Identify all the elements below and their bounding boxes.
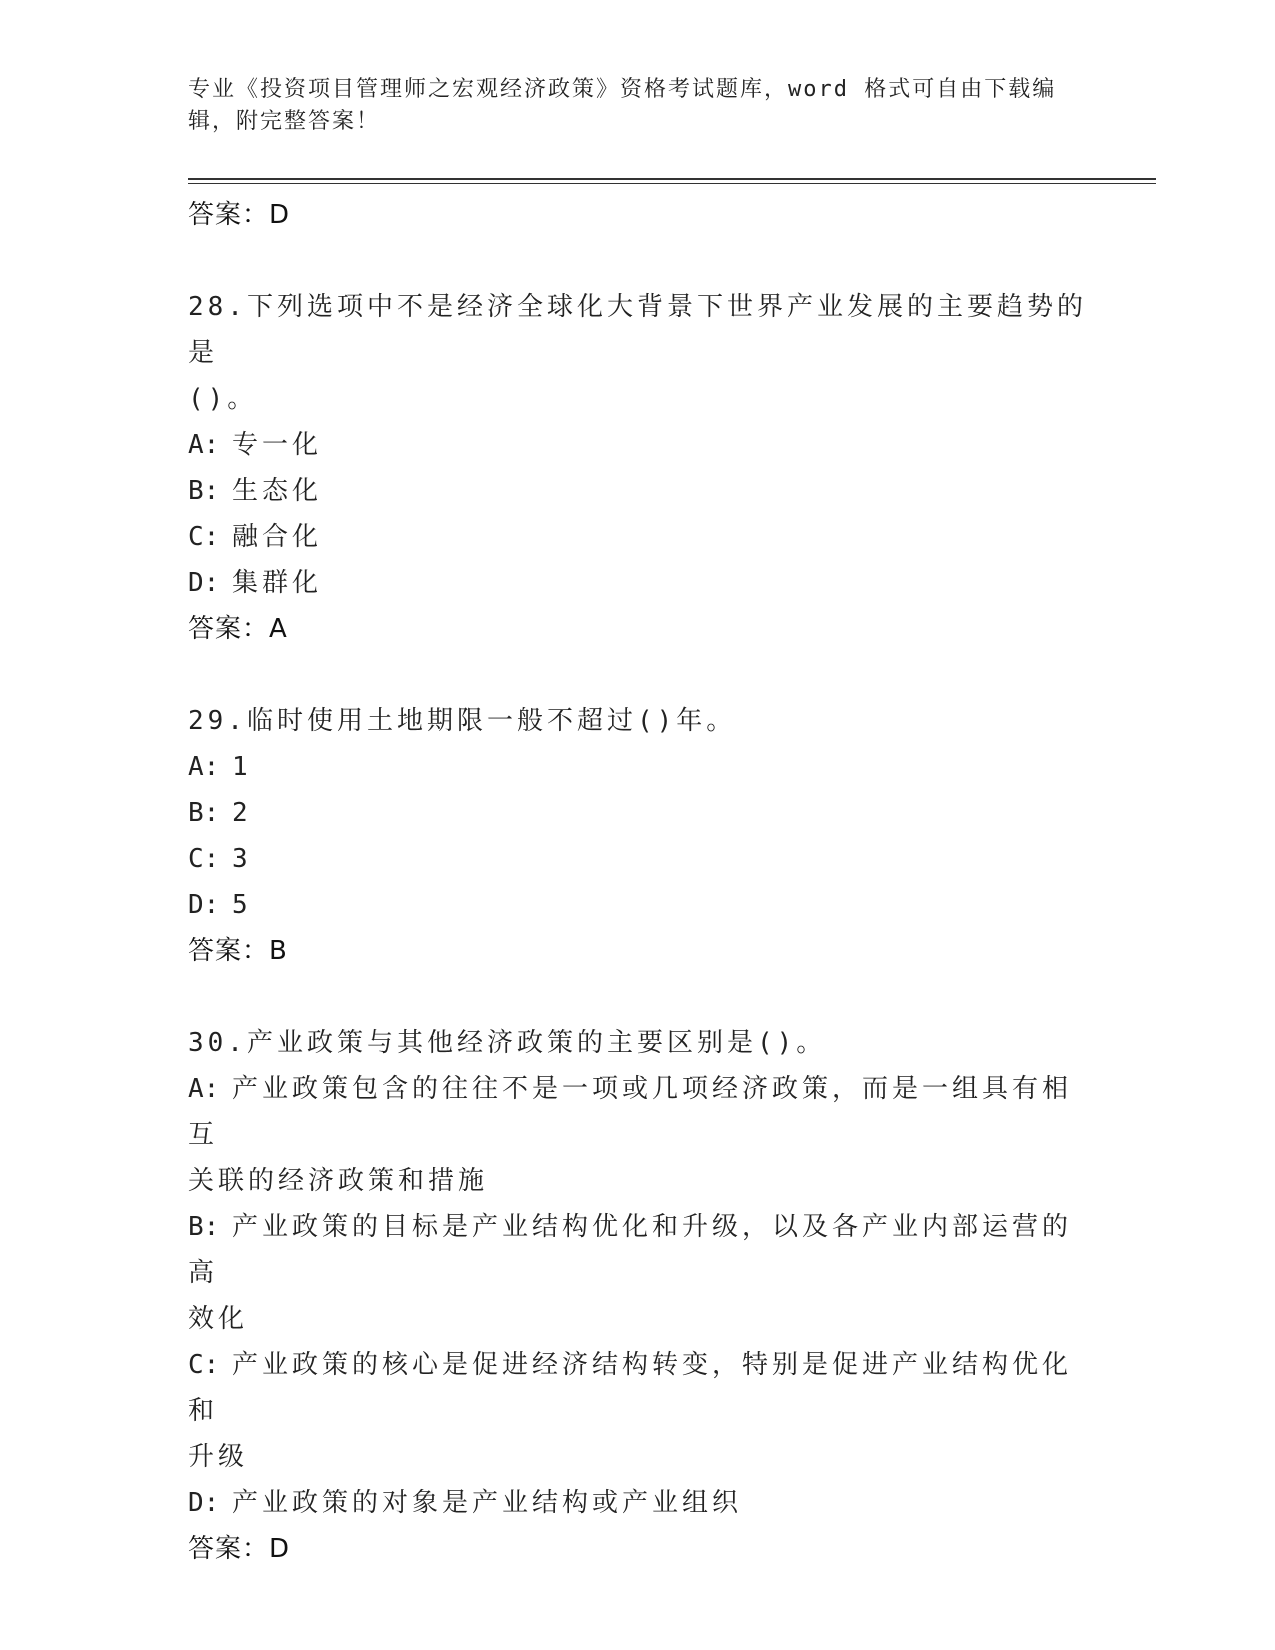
- option-a: [188, 744, 1088, 790]
- spacer: [188, 238, 1088, 284]
- option-text: 3: [232, 844, 252, 874]
- option-d: [188, 1480, 1088, 1526]
- option-letter: B:: [188, 1212, 220, 1242]
- option-d: [188, 560, 1088, 606]
- option-text: 产业政策的对象是产业结构或产业组织: [232, 1488, 743, 1518]
- question-stem: 29.临时使用土地期限一般不超过()年。: [188, 706, 737, 736]
- option-text: 产业政策包含的往往不是一项或几项经济政策，而是一组具有相互: [188, 1074, 1073, 1150]
- option-letter: C:: [188, 522, 220, 552]
- option-c: [188, 514, 1088, 560]
- question-list: [188, 192, 1088, 1572]
- option-letter: C:: [188, 844, 220, 874]
- option-letter: A:: [188, 752, 220, 782]
- spacer: [188, 652, 1088, 698]
- option-c: [188, 836, 1088, 882]
- option-text: 产业政策的目标是产业结构优化和升级，以及各产业内部运营的高: [188, 1212, 1073, 1288]
- option-text: 5: [232, 890, 252, 920]
- option-a: [188, 422, 1088, 468]
- spacer: [188, 974, 1088, 1020]
- question-29: [188, 698, 1088, 974]
- header-rule-thin: [188, 183, 1156, 184]
- question-stem: 28.下列选项中不是经济全球化大背景下世界产业发展的主要趋势的是: [188, 292, 1087, 368]
- option-a: [188, 1066, 1088, 1158]
- answer: 答案：D: [188, 1534, 291, 1564]
- option-letter: B:: [188, 798, 220, 828]
- option-letter: B:: [188, 476, 220, 506]
- option-letter: D:: [188, 1488, 220, 1518]
- option-b: [188, 468, 1088, 514]
- option-text: 2: [232, 798, 252, 828]
- header-rule-thick: [188, 178, 1156, 180]
- option-text: 专一化: [232, 430, 323, 460]
- option-text: 集群化: [232, 568, 323, 598]
- option-letter: A:: [188, 430, 220, 460]
- option-letter: C:: [188, 1350, 220, 1380]
- option-b-continued: 效化: [188, 1304, 249, 1334]
- question-stem-continued: ()。: [188, 384, 258, 414]
- option-text: 融合化: [232, 522, 323, 552]
- option-text: 1: [232, 752, 252, 782]
- option-d: [188, 882, 1088, 928]
- answer: 答案：B: [188, 936, 288, 966]
- option-text: 生态化: [232, 476, 323, 506]
- option-letter: D:: [188, 568, 220, 598]
- option-a-continued: 关联的经济政策和措施: [188, 1166, 489, 1196]
- option-c-continued: 升级: [188, 1442, 249, 1472]
- question-stem: 30.产业政策与其他经济政策的主要区别是()。: [188, 1028, 827, 1058]
- previous-answer: 答案：D: [188, 200, 291, 230]
- option-letter: D:: [188, 890, 220, 920]
- document-header: 专业《投资项目管理师之宏观经济政策》资格考试题库，word 格式可自由下载编辑，附完整答案！: [188, 77, 1057, 134]
- option-letter: A:: [188, 1074, 220, 1104]
- question-28: [188, 284, 1088, 652]
- question-30: [188, 1020, 1088, 1572]
- option-text: 产业政策的核心是促进经济结构转变，特别是促进产业结构优化和: [188, 1350, 1073, 1426]
- answer: 答案：A: [188, 614, 288, 644]
- option-b: [188, 790, 1088, 836]
- option-c: [188, 1342, 1088, 1434]
- option-b: [188, 1204, 1088, 1296]
